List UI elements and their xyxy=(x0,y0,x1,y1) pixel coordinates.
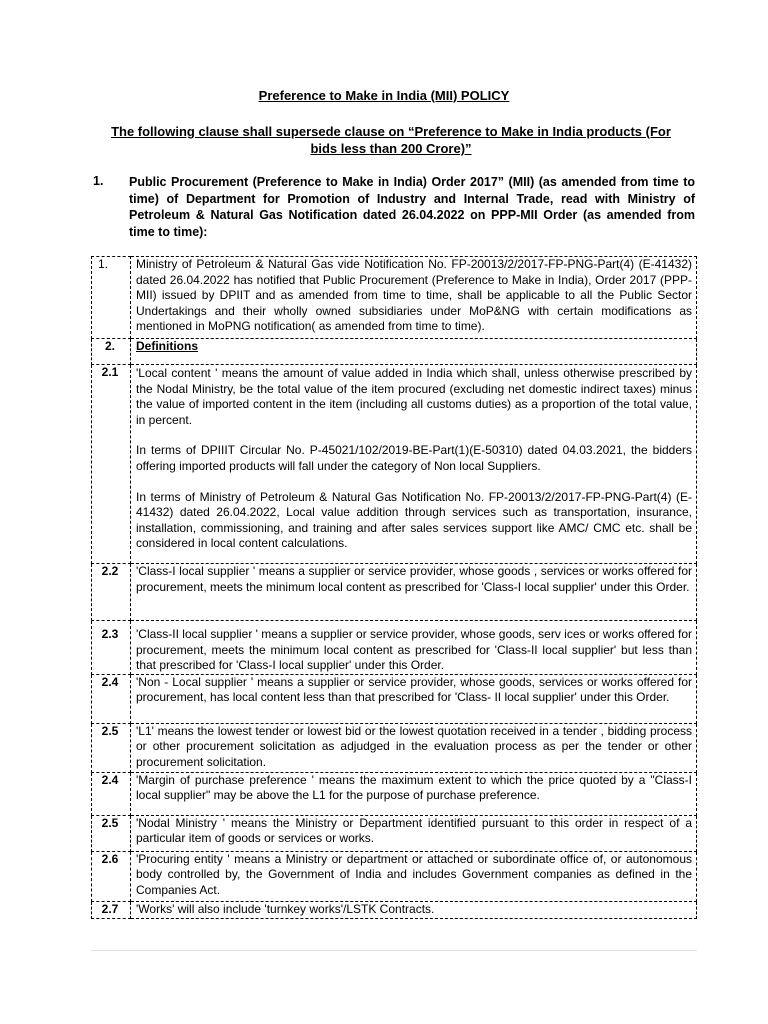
row-number: 1. xyxy=(92,257,131,339)
row-text: 'Works' will also include 'turnkey works'/LSTK Contracts. xyxy=(131,901,697,918)
row-number: 2.7 xyxy=(92,901,131,918)
table-row xyxy=(92,257,697,339)
definition-paragraph: 'Local content ' means the amount of value added in India which shall, unless otherwise prescribed by the Nodal Ministry, be the total value of the item procured (excluding net domestic indirect taxes) minus the value of imported content in the item (including all customs duties) as a proportion of the total value, in percent. xyxy=(136,366,692,427)
table-row xyxy=(92,339,697,365)
definitions-heading: Definitions xyxy=(131,339,697,365)
row-text: Ministry of Petroleum & Natural Gas vide Notification No. FP-20013/2/2017-FP-PNG-Part(4) (E-41432) dated 26.04.2022 has notified that Public Procurement (Preference to Make in India), Order 2017 (PPP-MII) issued by DPIIT and as amended from time to time, shall be applicable to all the Public Sector Undertakings and their wholly owned subsidiaries under MoP&NG with certain modifications as mentioned in MoPNG notification( as amended from time to time). xyxy=(131,257,697,339)
table-row xyxy=(92,365,697,564)
table-row xyxy=(92,815,697,851)
row-text: 'L1' means the lowest tender or lowest bid or the lowest quotation received in a tender , bidding process or other procurement solicitation as adjudged in the evaluation process as per the tender or other procurement solicitation. xyxy=(131,723,697,772)
row-text: 'Class-II local supplier ' means a supplier or service provider, whose goods, serv ices or works offered for procurement, meets the minimum local content as prescribed for 'Class-II local supplier' but less than that prescribed for 'Class-I local supplier' under this Order. xyxy=(131,621,697,675)
clause-number: 1. xyxy=(93,174,104,188)
row-text: 'Non - Local supplier ' means a supplier or service provider, whose goods, services or works offered for procurement, has local content less than that prescribed for 'Class- II local supplier' under this Order. xyxy=(131,674,697,723)
definitions-table xyxy=(91,256,697,919)
row-text: 'Nodal Ministry ' means the Ministry or Department identified pursuant to this order in respect of a particular item of goods or services or works. xyxy=(131,815,697,851)
table-row xyxy=(92,723,697,772)
paragraph-gap xyxy=(136,475,692,490)
definition-paragraph: In terms of Ministry of Petroleum & Natural Gas Notification No. FP-20013/2/2017-FP-PNG-Part(4) (E-41432) dated 26.04.2022, Local value addition through services such as transportation, insurance, installation, commissioning, and training and after sales services support like AMC/ CMC etc. shall be considered in local content calculations. xyxy=(136,489,692,551)
row-number: 2.6 xyxy=(92,851,131,901)
row-text: 'Class-I local supplier ' means a supplier or service provider, whose goods , services or works offered for procurement, meets the minimum local content as prescribed for 'Class-I local supplier' under this Order. xyxy=(131,564,697,621)
table-row xyxy=(92,621,697,675)
row-text: 'Procuring entity ' means a Ministry or department or attached or subordinate office of, or autonomous body controlled by, the Government of India and includes Government companies as defined in the Companies Act. xyxy=(131,851,697,901)
row-number: 2. xyxy=(92,339,131,365)
table-row xyxy=(92,851,697,901)
page-footer-divider xyxy=(91,950,697,951)
row-number: 2.5 xyxy=(92,723,131,772)
row-number: 2.2 xyxy=(92,564,131,621)
row-number: 2.3 xyxy=(92,621,131,675)
row-number: 2.1 xyxy=(92,365,131,564)
document-subtitle: The following clause shall supersede clause on “Preference to Make in India products (For bids less than 200 Crore)” xyxy=(111,124,671,156)
row-text xyxy=(131,365,697,564)
table-row xyxy=(92,564,697,621)
table-row xyxy=(92,674,697,723)
table-row xyxy=(92,772,697,815)
row-number: 2.4 xyxy=(92,674,131,723)
row-number: 2.4 xyxy=(92,772,131,815)
clause-text: Public Procurement (Preference to Make in India) Order 2017” (MII) (as amended from time to time) of Department for Promotion of Industry and Internal Trade, read with Ministry of Petroleum & Natural Gas Notification dated 26.04.2022 on PPP-MII Order (as amended from time to time): xyxy=(129,175,695,239)
table-row xyxy=(92,901,697,918)
row-text: 'Margin of purchase preference ' means the maximum extent to which the price quoted by a "Class-I local supplier" may be above the L1 for the purpose of purchase preference. xyxy=(131,772,697,815)
row-number: 2.5 xyxy=(92,815,131,851)
document-title: Preference to Make in India (MII) POLICY xyxy=(258,88,510,103)
paragraph-gap xyxy=(136,428,692,443)
definition-paragraph: In terms of DPIIIT Circular No. P-45021/102/2019-BE-Part(1)(E-50310) dated 04.03.2021, the bidders offering imported products will fall under the category of Non local Suppliers. xyxy=(136,443,692,473)
